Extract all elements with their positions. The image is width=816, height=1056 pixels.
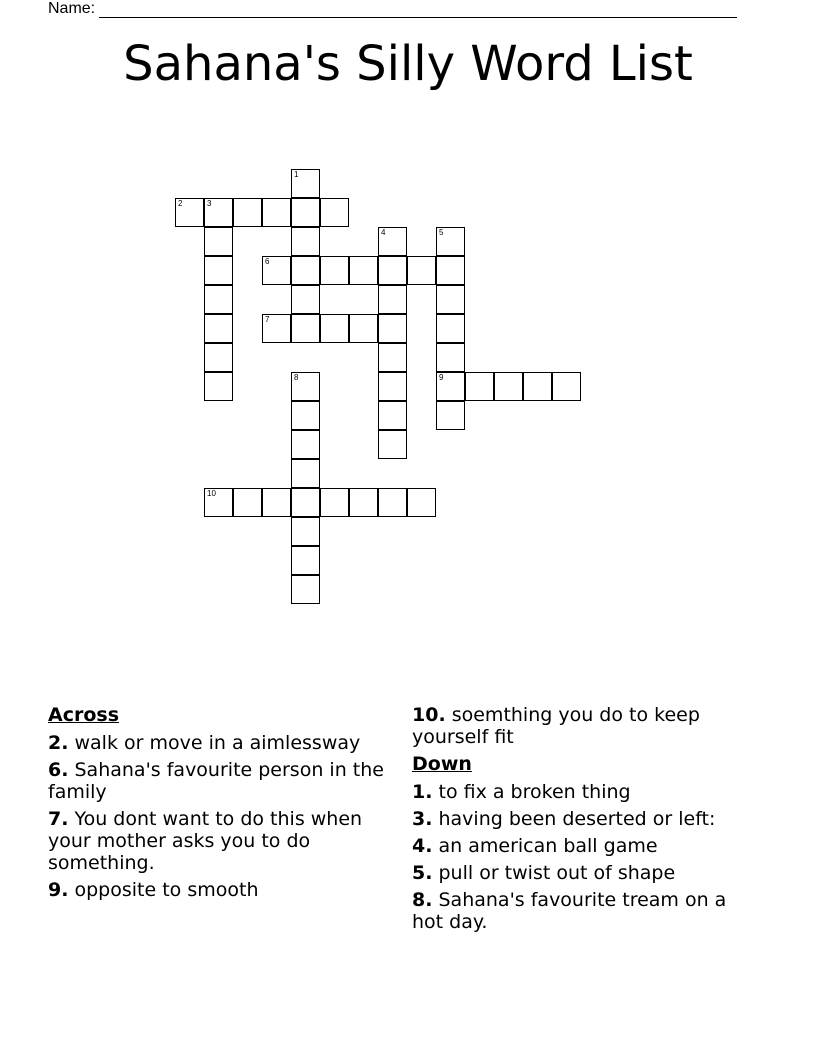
grid-cell[interactable] xyxy=(291,575,320,604)
grid-cell[interactable] xyxy=(494,372,523,401)
grid-cell[interactable] xyxy=(378,256,407,285)
grid-cell[interactable] xyxy=(291,227,320,256)
clue-number: 1 xyxy=(294,170,299,179)
grid-cell[interactable] xyxy=(291,169,320,198)
grid-cell[interactable] xyxy=(204,285,233,314)
grid-cell[interactable] xyxy=(320,488,349,517)
clue-number: 2 xyxy=(178,199,183,208)
grid-cell[interactable] xyxy=(262,314,291,343)
clue-number: 6 xyxy=(265,257,270,266)
grid-cell[interactable] xyxy=(262,256,291,285)
grid-cell[interactable] xyxy=(204,227,233,256)
clue-down-8: 8. Sahana's favourite tream on a hot day. xyxy=(412,889,727,933)
grid-cell[interactable] xyxy=(349,256,378,285)
grid-cell[interactable] xyxy=(320,198,349,227)
clue-number: 4 xyxy=(381,228,386,237)
grid-cell[interactable] xyxy=(204,343,233,372)
grid-cell[interactable] xyxy=(291,430,320,459)
grid-cell[interactable] xyxy=(175,198,204,227)
grid-cell[interactable] xyxy=(436,401,465,430)
grid-cell[interactable] xyxy=(407,256,436,285)
clue-down-4: 4. an american ball game xyxy=(412,835,658,857)
clue-number: 5 xyxy=(439,228,444,237)
grid-cell[interactable] xyxy=(291,256,320,285)
clue-down-1: 1. to fix a broken thing xyxy=(412,781,631,803)
grid-cell[interactable] xyxy=(291,488,320,517)
grid-cell[interactable] xyxy=(233,198,262,227)
down-heading: Down xyxy=(412,753,472,775)
grid-cell[interactable] xyxy=(204,314,233,343)
grid-cell[interactable] xyxy=(436,372,465,401)
clues-left-column xyxy=(48,704,398,906)
page-title: Sahana's Silly Word List xyxy=(123,36,693,92)
grid-cell[interactable] xyxy=(291,285,320,314)
grid-cell[interactable] xyxy=(436,256,465,285)
clue-number: 7 xyxy=(265,315,270,324)
clue-across-2: 2. walk or move in a aimlessway xyxy=(48,732,361,754)
clue-down-3: 3. having been deserted or left: xyxy=(412,808,716,830)
grid-cell[interactable] xyxy=(291,401,320,430)
grid-cell[interactable] xyxy=(465,372,494,401)
grid-cell[interactable] xyxy=(291,372,320,401)
grid-cell[interactable] xyxy=(378,343,407,372)
grid-cell[interactable] xyxy=(204,198,233,227)
grid-cell[interactable] xyxy=(291,517,320,546)
grid-cell[interactable] xyxy=(320,256,349,285)
grid-cell[interactable] xyxy=(378,430,407,459)
grid-cell[interactable] xyxy=(291,459,320,488)
grid-cell[interactable] xyxy=(436,285,465,314)
grid-cell[interactable] xyxy=(436,314,465,343)
grid-cell[interactable] xyxy=(436,227,465,256)
grid-cell[interactable] xyxy=(378,285,407,314)
grid-cell[interactable] xyxy=(552,372,581,401)
grid-cell[interactable] xyxy=(378,401,407,430)
grid-cell[interactable] xyxy=(204,372,233,401)
grid-cell[interactable] xyxy=(233,488,262,517)
clue-across-9: 9. opposite to smooth xyxy=(48,879,259,901)
clue-across-10: 10. soemthing you do to keep yourself fit xyxy=(412,704,700,748)
grid-cell[interactable] xyxy=(523,372,552,401)
grid-cell[interactable] xyxy=(204,256,233,285)
grid-cell[interactable] xyxy=(378,314,407,343)
grid-cell[interactable] xyxy=(378,488,407,517)
name-label: Name: xyxy=(48,0,96,17)
grid-cell[interactable] xyxy=(349,314,378,343)
grid-cell[interactable] xyxy=(291,546,320,575)
grid-cell[interactable] xyxy=(291,198,320,227)
grid-cell[interactable] xyxy=(407,488,436,517)
clue-down-5: 5. pull or twist out of shape xyxy=(412,862,676,884)
grid-cell[interactable] xyxy=(320,314,349,343)
grid-cell[interactable] xyxy=(291,314,320,343)
grid-cell[interactable] xyxy=(436,343,465,372)
clues-right-column xyxy=(412,704,762,938)
across-heading: Across xyxy=(48,704,120,726)
grid-cell[interactable] xyxy=(262,488,291,517)
grid-cell[interactable] xyxy=(204,488,233,517)
clue-number: 3 xyxy=(207,199,212,208)
grid-cell[interactable] xyxy=(262,198,291,227)
clue-across-6: 6. Sahana's favourite person in the family xyxy=(48,759,384,803)
clue-across-7: 7. You dont want to do this when your mother asks you to do something. xyxy=(48,808,363,874)
clue-number: 10 xyxy=(207,489,216,498)
grid-cell[interactable] xyxy=(378,227,407,256)
grid-cell[interactable] xyxy=(349,488,378,517)
grid-cell[interactable] xyxy=(378,372,407,401)
clue-number: 8 xyxy=(294,373,299,382)
clue-number: 9 xyxy=(439,373,444,382)
